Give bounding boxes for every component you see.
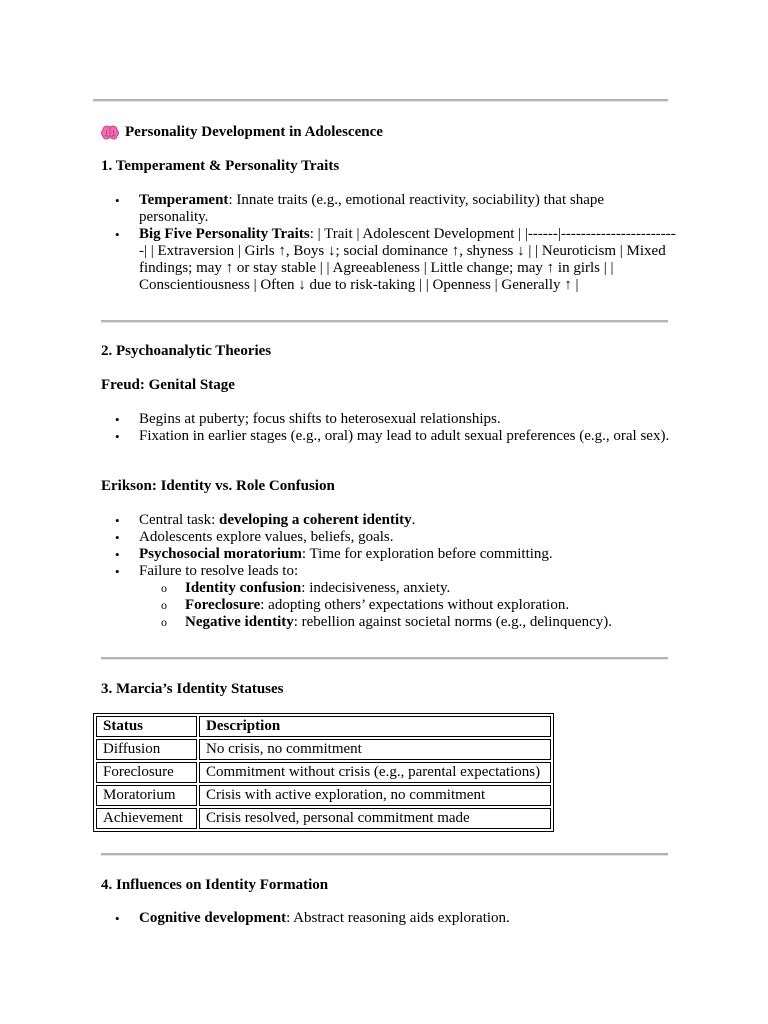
term: Negative identity: [185, 614, 294, 630]
definition: : rebellion against societal norms (e.g., delinquency).: [293, 614, 612, 630]
horizontal-rule: [101, 320, 668, 323]
brain-icon: [101, 125, 119, 141]
table-row: [96, 808, 551, 829]
bullet-icon: •: [115, 564, 120, 579]
list-item: [101, 428, 676, 445]
table-cell: Crisis resolved, personal commitment made: [199, 808, 551, 829]
bullet-icon: •: [115, 513, 120, 528]
circle-bullet-icon: o: [161, 598, 167, 612]
horizontal-rule: [101, 853, 668, 856]
definition: : Time for exploration before committing.: [301, 546, 553, 562]
table-cell: Crisis with active exploration, no commitment: [199, 785, 551, 806]
circle-bullet-icon: o: [161, 615, 167, 629]
section-heading: 4. Influences on Identity Formation: [101, 877, 329, 893]
list-item: [101, 226, 676, 294]
table-cell: Commitment without crisis (e.g., parental expectations): [199, 762, 551, 783]
list-item: [101, 546, 676, 563]
table-row: [96, 739, 551, 760]
section-heading: 1. Temperament & Personality Traits: [101, 158, 340, 174]
bullet-list: [101, 411, 676, 445]
column-header: Description: [199, 716, 551, 737]
term: Foreclosure: [185, 597, 261, 613]
term: Identity confusion: [185, 580, 302, 596]
item-text: Central task:: [139, 512, 219, 528]
list-item: [101, 529, 676, 546]
item-text: Failure to resolve leads to:: [139, 563, 299, 579]
table-cell: Achievement: [96, 808, 197, 829]
bullet-icon: •: [115, 429, 120, 444]
item-text: Begins at puberty; focus shifts to heterosexual relationships.: [139, 411, 501, 427]
identity-status-table: [93, 713, 554, 832]
section-heading: 3. Marcia’s Identity Statuses: [101, 681, 284, 697]
table-row: [96, 785, 551, 806]
list-item: [101, 411, 676, 428]
circle-bullet-icon: o: [161, 581, 167, 595]
list-item: [101, 563, 676, 631]
section-heading: 2. Psychoanalytic Theories: [101, 343, 272, 359]
table-header-row: [96, 716, 551, 737]
sub-list-item: [139, 597, 676, 614]
definition: : indecisiveness, anxiety.: [301, 580, 451, 596]
subsection-heading: Erikson: Identity vs. Role Confusion: [101, 478, 335, 494]
term: Cognitive development: [139, 910, 287, 926]
bullet-icon: •: [115, 193, 120, 208]
bullet-list: [101, 512, 676, 631]
table-cell: No crisis, no commitment: [199, 739, 551, 760]
title-text: Personality Development in Adolescence: [125, 124, 383, 140]
list-item: [101, 192, 676, 226]
bullet-icon: •: [115, 227, 120, 242]
table-cell: Diffusion: [96, 739, 197, 760]
definition: : adopting others’ expectations without exploration.: [260, 597, 570, 613]
item-text: Fixation in earlier stages (e.g., oral) may lead to adult sexual preferences (e.g., oral sex).: [139, 428, 670, 444]
page-title: [101, 124, 383, 141]
table-cell: Foreclosure: [96, 762, 197, 783]
list-item: [101, 512, 676, 529]
bullet-list: [101, 910, 676, 927]
horizontal-rule: [101, 657, 668, 660]
sub-list-item: [139, 614, 676, 631]
table-row: [96, 762, 551, 783]
item-text: Adolescents explore values, beliefs, goals.: [139, 529, 394, 545]
column-header: Status: [96, 716, 197, 737]
list-item: [101, 910, 676, 927]
emphasis: developing a coherent identity: [218, 512, 412, 528]
definition: : | Trait | Adolescent Development | |------|------------------------| | Extraversion | Girls ↑, Boys ↓; social dominance ↑, shyness ↓ | | Neuroticism | Mixed findings; may ↑ or stay stable | | Agreeableness | Little change; may ↑ in girls | | Conscientiousness | Often ↓ due to risk-taking | | Openness | Generally ↑ |: [139, 226, 676, 293]
table-cell: Moratorium: [96, 785, 197, 806]
term: Big Five Personality Traits: [139, 226, 310, 242]
sub-list: [139, 580, 676, 631]
definition: : Innate traits (e.g., emotional reactivity, sociability) that shape personality.: [139, 192, 605, 225]
horizontal-rule: [93, 99, 668, 102]
bullet-icon: •: [115, 547, 120, 562]
bullet-icon: •: [115, 412, 120, 427]
item-text: .: [411, 512, 416, 528]
term: Psychosocial moratorium: [139, 546, 302, 562]
bullet-icon: •: [115, 530, 120, 545]
definition: : Abstract reasoning aids exploration.: [286, 910, 510, 926]
bullet-icon: •: [115, 911, 120, 926]
sub-list-item: [139, 580, 676, 597]
term: Temperament: [139, 192, 229, 208]
bullet-list: [101, 192, 676, 294]
subsection-heading: Freud: Genital Stage: [101, 377, 235, 393]
